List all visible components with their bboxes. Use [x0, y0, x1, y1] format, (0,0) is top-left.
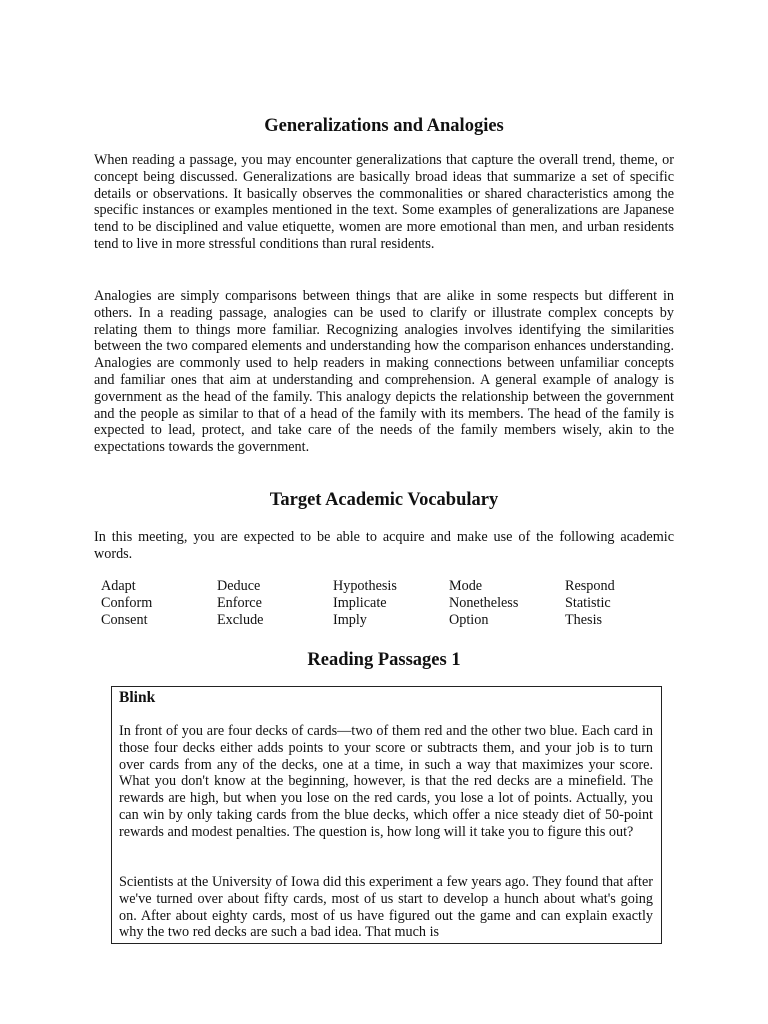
vocabulary-intro: In this meeting, you are expected to be able to acquire and make use of the following academic words. [94, 529, 674, 562]
vocab-word: Nonetheless [449, 594, 519, 611]
vocab-word: Deduce [217, 578, 261, 594]
passage-paragraph: In front of you are four decks of cards—two of them red and the other two blue. Each card in those four decks either adds points to your score or subtracts them, and your job is to turn over cards from any of the decks, one at a time, in such a way that maximizes your score. What you don't know at the beginning, however, is that the red decks are a minefield. The rewards are high, but when you lose on the red cards, you lose a lot of points. Actually, you can win by only taking cards from the blue decks, which offer a nice steady diet of 50-point rewards and modest penalties. The question is, how long will it take you to figure this out? [119, 723, 653, 840]
passage-title: Blink [119, 689, 156, 706]
vocab-word: Respond [565, 578, 615, 594]
vocabulary-list [101, 578, 681, 628]
vocab-word: Statistic [565, 594, 611, 611]
vocab-word: Option [449, 611, 489, 628]
heading-generalizations-analogies: Generalizations and Analogies [264, 116, 504, 136]
vocab-word: Thesis [565, 611, 603, 628]
vocab-word: Adapt [101, 578, 136, 594]
vocab-word: Enforce [217, 594, 262, 611]
paragraph-analogies: Analogies are simply comparisons between things that are alike in some respects but different in others. In a reading passage, analogies can be used to clarify or illustrate complex concepts by relating them to things more familiar. Recognizing analogies involves identifying the similarities between the two compared elements and understanding how the comparison enhances understanding. Analogies are commonly used to help readers in making connections between unfamiliar concepts and familiar ones that aim at understanding and comprehension. A general example of analogy is government as the head of the family. This analogy depicts the relationship between the government and the people as similar to that of a head of the family with its members. The head of the family is expected to lead, protect, and take care of the needs of the family members wisely, akin to the expectations towards the government. [94, 288, 674, 456]
vocab-word: Consent [101, 611, 148, 628]
reading-passage-box [111, 686, 662, 944]
vocab-word: Hypothesis [333, 578, 397, 594]
heading-reading-passages: Reading Passages 1 [307, 650, 461, 670]
vocab-word: Implicate [333, 594, 387, 611]
paragraph-generalizations: When reading a passage, you may encounter generalizations that capture the overall trend, theme, or concept being discussed. Generalizations are basically broad ideas that summarize a set of specific details or observations. It basically observes the commonalities or shared characteristics among the specific instances or examples mentioned in the text. Some examples of generalizations are Japanese tend to be disciplined and value etiquette, women are more emotional than men, and urban residents tend to live in more stressful conditions than rural residents. [94, 152, 674, 252]
vocab-word: Conform [101, 594, 153, 611]
vocab-word: Exclude [217, 611, 264, 628]
vocab-word: Imply [333, 611, 367, 628]
vocab-word: Mode [449, 578, 483, 594]
heading-target-vocabulary: Target Academic Vocabulary [269, 490, 499, 510]
passage-paragraph: Scientists at the University of Iowa did this experiment a few years ago. They found that after we've turned over about fifty cards, most of us start to develop a hunch about what's going on. After about eighty cards, most of us have figured out the game and can explain exactly why the two red decks are such a bad idea. That much is [119, 874, 653, 941]
